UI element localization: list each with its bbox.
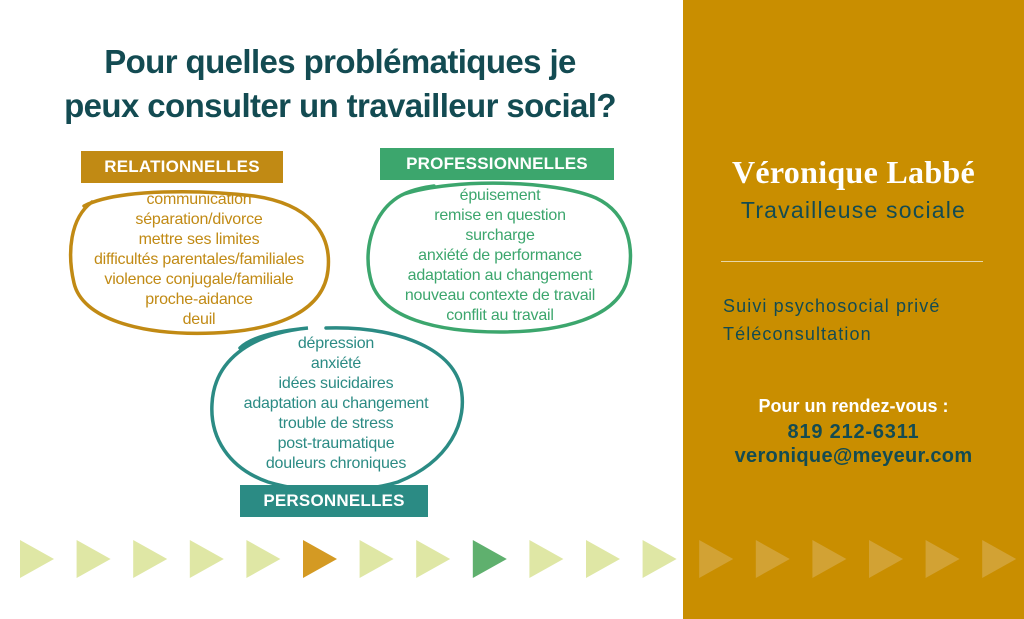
triangle-arrow-icon	[77, 540, 111, 578]
list-item: post-traumatique	[277, 435, 395, 452]
list-item: adaptation au changement	[407, 267, 593, 284]
triangle-arrow-icon	[20, 540, 54, 578]
triangle-arrow-icon	[643, 540, 677, 578]
relationnelles-group	[64, 178, 334, 338]
professionnelles-label: PROFESSIONNELLES	[380, 148, 614, 180]
list-item: remise en question	[434, 207, 566, 224]
divider	[721, 261, 983, 262]
triangle-arrow-icon	[756, 540, 790, 578]
list-item: douleurs chroniques	[265, 455, 407, 472]
triangle-arrow-icon	[473, 540, 507, 578]
personnelles-label: PERSONNELLES	[240, 485, 428, 517]
triangle-arrow-icon	[246, 540, 280, 578]
professionnelles-group	[364, 172, 636, 334]
email-link[interactable]: veronique@meyeur.com	[734, 445, 973, 467]
triangle-arrow-icon	[133, 540, 167, 578]
service-item: Suivi psychosocial privé	[723, 296, 941, 316]
list-item: anxiété de performance	[418, 247, 582, 264]
decorative-arrow-row	[0, 537, 1024, 581]
triangle-arrow-icon	[586, 540, 620, 578]
list-item: dépression	[297, 335, 375, 352]
appointment-label: Pour un rendez-vous :	[758, 396, 949, 416]
triangle-arrow-icon	[926, 540, 960, 578]
relationnelles-list	[64, 190, 334, 330]
list-item: épuisement	[459, 187, 541, 204]
list-item: communication	[146, 191, 252, 208]
professionnelles-list	[364, 186, 636, 326]
triangle-arrow-icon	[416, 540, 450, 578]
relationnelles-label: RELATIONNELLES	[81, 151, 283, 183]
triangle-arrow-icon	[869, 540, 903, 578]
list-item: conflit au travail	[446, 307, 554, 324]
triangle-arrow-icon	[699, 540, 733, 578]
list-item: proche-aidance	[145, 291, 253, 308]
triangle-arrow-icon	[360, 540, 394, 578]
title-line-1: Pour quelles problématiques je	[104, 43, 576, 80]
service-item: Téléconsultation	[723, 324, 872, 344]
phone-number[interactable]: 819 212-6311	[787, 421, 920, 443]
list-item: violence conjugale/familiale	[104, 271, 294, 288]
list-item: difficultés parentales/familiales	[93, 251, 305, 268]
list-item: surcharge	[465, 227, 535, 244]
list-item: trouble de stress	[278, 415, 394, 432]
triangle-arrow-icon	[190, 540, 224, 578]
list-item: adaptation au changement	[243, 395, 429, 412]
list-item: anxiété	[310, 355, 362, 372]
list-item: nouveau contexte de travail	[404, 287, 596, 304]
triangle-arrow-icon	[303, 540, 337, 578]
triangle-arrow-icon	[529, 540, 563, 578]
list-item: mettre ses limites	[138, 231, 260, 248]
list-item: deuil	[182, 311, 216, 328]
triangle-arrow-icon	[812, 540, 846, 578]
personnelles-group	[208, 322, 464, 494]
list-item: séparation/divorce	[135, 211, 263, 228]
title-line-2: peux consulter un travailleur social?	[64, 87, 616, 124]
personnelles-list	[208, 334, 464, 474]
triangle-arrow-icon	[982, 540, 1016, 578]
practitioner-role: Travailleuse sociale	[740, 197, 967, 223]
list-item: idées suicidaires	[278, 375, 394, 392]
business-card-panel	[683, 0, 1024, 619]
practitioner-name: Véronique Labbé	[731, 154, 976, 190]
page-title	[40, 40, 640, 128]
